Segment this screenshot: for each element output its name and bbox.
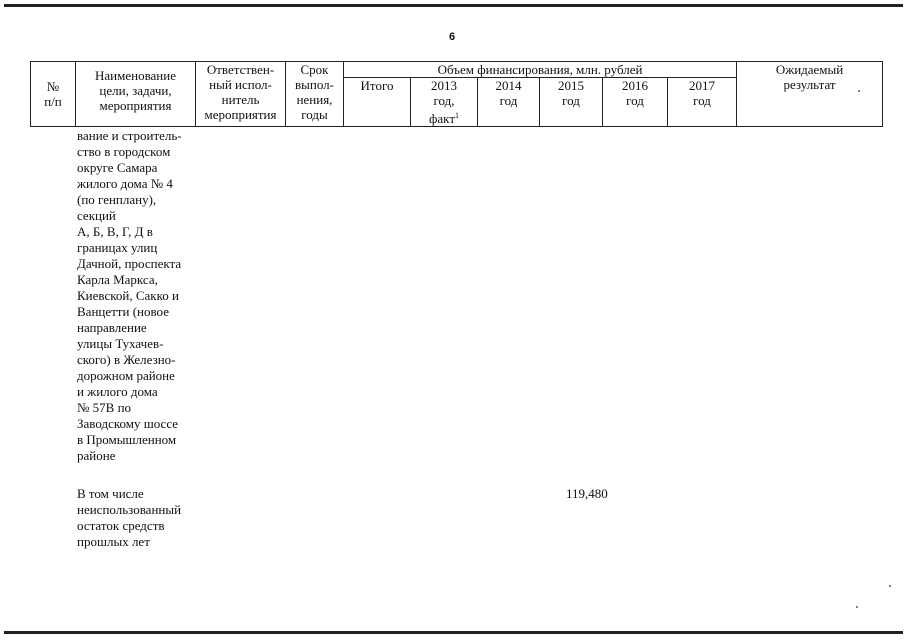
header-executor: Ответствен- ный испол- нитель мероприятия bbox=[196, 62, 286, 127]
header-2016: 2016 год bbox=[603, 78, 668, 127]
header-total: Итого bbox=[344, 78, 411, 127]
financing-table-header bbox=[30, 61, 883, 127]
header-result: Ожидаемый результат bbox=[737, 62, 883, 127]
header-2015: 2015 год bbox=[540, 78, 603, 127]
footnote-marker: 1 bbox=[455, 111, 460, 120]
header-2013: 2013 год, факт$^1$ bbox=[411, 78, 478, 127]
header-name: Наименование цели, задачи, мероприятия bbox=[76, 62, 196, 127]
header-financing: Объем финансирования, млн. рублей bbox=[344, 62, 737, 78]
header-term: Срок выпол- нения, годы bbox=[286, 62, 344, 127]
row-value-2015: 119,480 bbox=[566, 486, 608, 501]
scan-speck bbox=[856, 606, 858, 608]
header-2014: 2014 год bbox=[478, 78, 540, 127]
page-number: 6 bbox=[448, 31, 456, 43]
bottom-rule bbox=[4, 631, 903, 634]
row-name-unused-balance: В том числе неиспользованный остаток средств прошлых лет bbox=[77, 486, 182, 549]
scan-speck bbox=[889, 585, 891, 587]
header-2017: 2017 год bbox=[668, 78, 737, 127]
header-num: № п/п bbox=[31, 62, 76, 127]
top-rule bbox=[4, 4, 903, 7]
row-name-construction: вание и строитель- ство в городском округе Самара жилого дома № 4 (по генплану), секций А, Б, В, Г, Д в границах улиц Дачной, проспекта Карла Маркса, Киевской, Сакко и Ванцетти (новое направление улицы Тухачев- ского) в Железно- дорожном районе и жилого дома № 57В по Заводскому шоссе в Промышленном районе bbox=[77, 128, 182, 463]
scan-speck bbox=[858, 90, 860, 92]
